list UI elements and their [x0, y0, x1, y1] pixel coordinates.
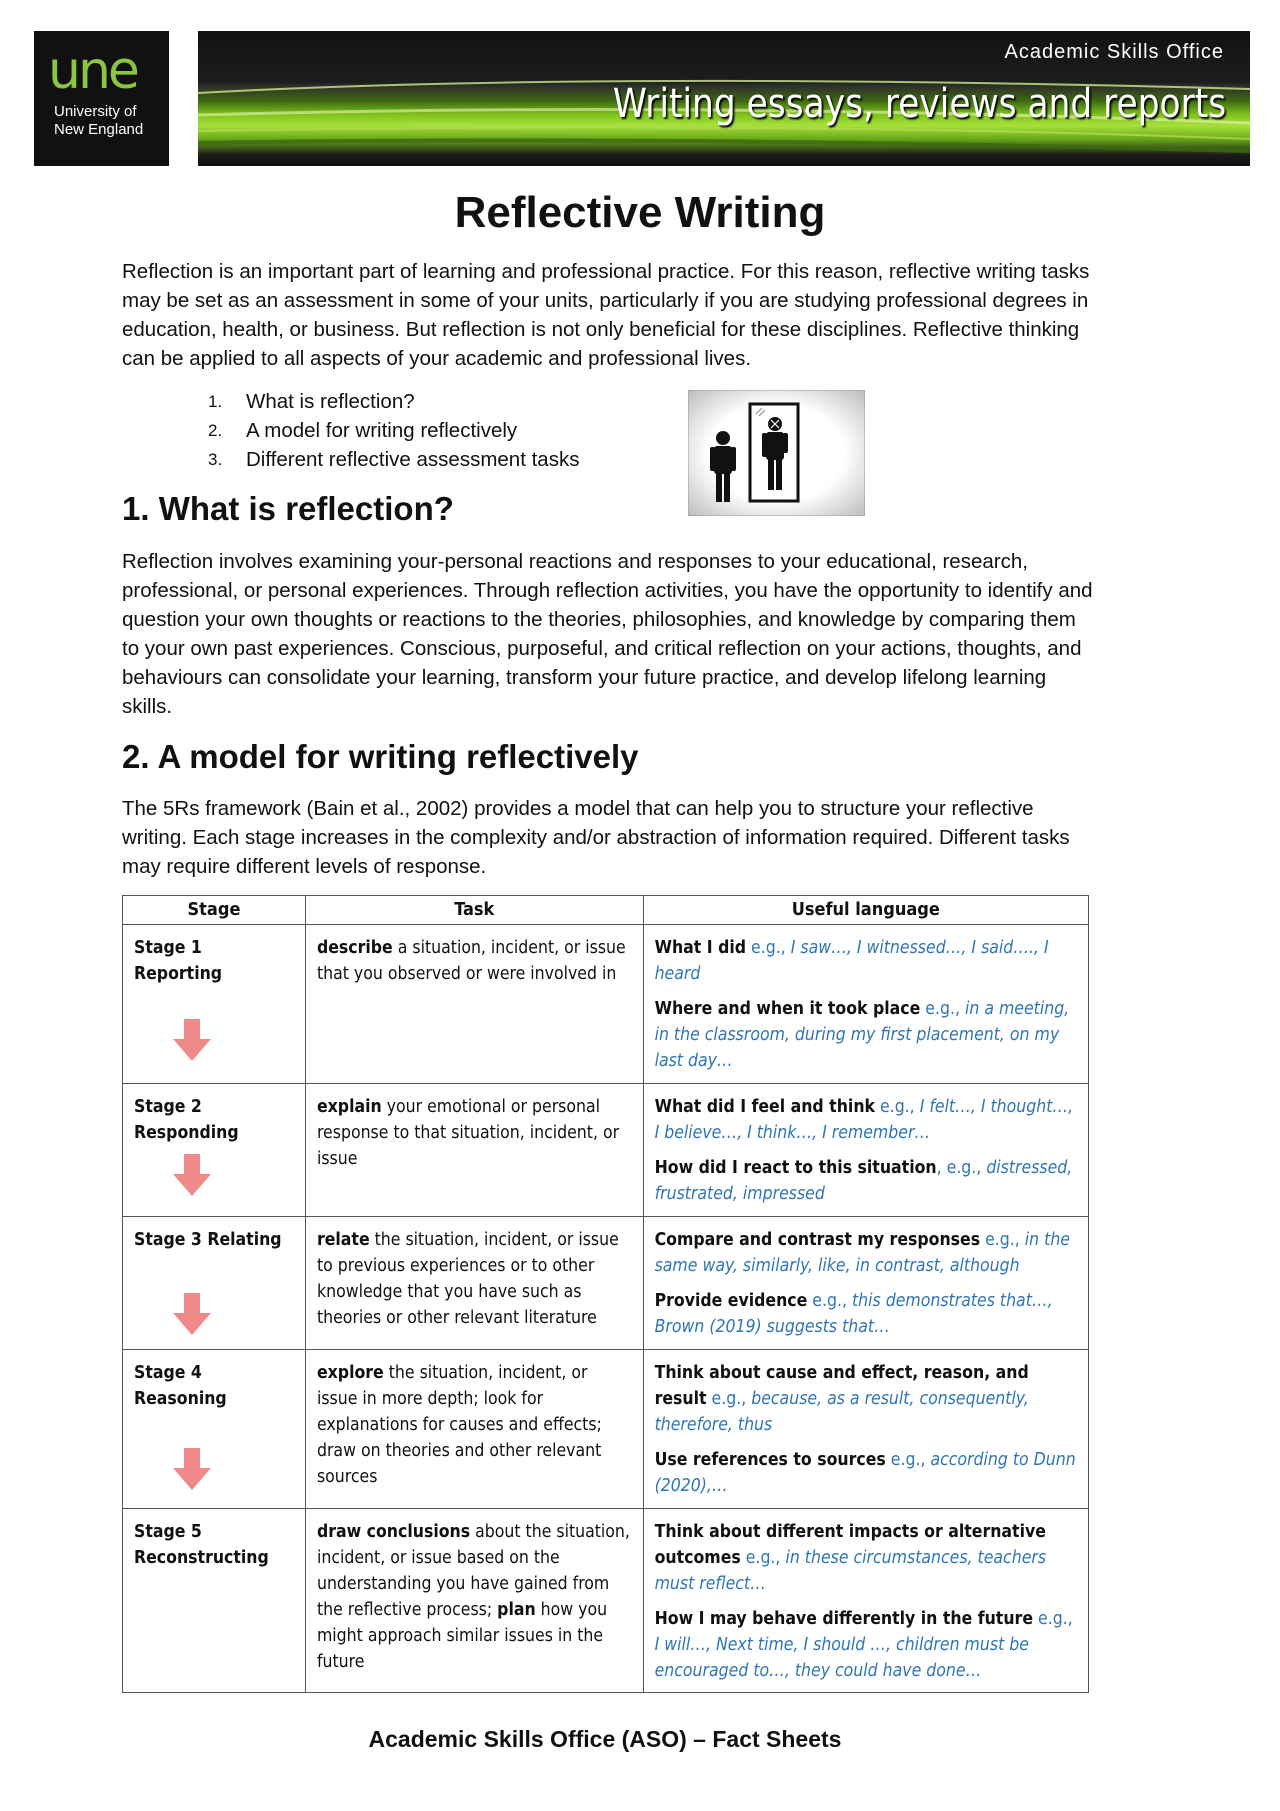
task-verb: explore — [316, 1363, 384, 1383]
stage-label: Stage 4 Reasoning — [134, 1363, 227, 1409]
5rs-framework-table — [122, 895, 1089, 1693]
task-cell — [305, 1509, 643, 1693]
une-logo — [34, 31, 169, 166]
table-row — [123, 925, 1089, 1084]
column-header-useful-language: Useful language — [643, 896, 1088, 925]
stage-label: Stage 3 Relating — [134, 1230, 282, 1250]
language-prompt: Compare and contrast my responses — [654, 1230, 981, 1250]
language-cell — [643, 1509, 1088, 1693]
task-text: your emotional or personal response to that situation, incident, or issue — [316, 1097, 620, 1169]
reflection-paragraph: Reflection involves examining your-personal reactions and responses to your educational, research, professional, or personal experiences. Through reflection activities, you have the opportunity to identify and question your own thoughts or reactions to the theories, philosophies, and knowledge by comparing them to your own past experiences. Conscious, purposeful, and critical reflection on your actions, thoughts, and behaviours can consolidate your learning, transform your future practice, and develop lifelong learning skills. — [122, 550, 1093, 718]
eg-marker: e.g., — [706, 1389, 752, 1409]
language-prompt: Use references to sources — [654, 1450, 886, 1470]
stage-cell — [123, 1217, 306, 1350]
language-prompt: How did I react to this situation — [654, 1158, 937, 1178]
page-footer: Academic Skills Office (ASO) – Fact Sheets — [368, 1726, 842, 1752]
language-examples: I felt…, I thought…, I believe…, I think…, I remember… — [654, 1097, 1074, 1143]
section-heading-what-is-reflection: 1. What is reflection? — [122, 490, 454, 527]
down-arrow-icon — [173, 1293, 211, 1335]
task-cell — [305, 1350, 643, 1509]
table-row — [123, 1350, 1089, 1509]
list-label: What is reflection? — [246, 390, 415, 413]
language-prompt: Provide evidence — [654, 1291, 808, 1311]
task-text: about the situation, incident, or issue based on the understanding you have gained from the reflective process; — [316, 1522, 630, 1620]
task-text: how you might approach similar issues in the future — [316, 1600, 608, 1672]
banner-title: Writing essays, reviews and reports — [612, 81, 1226, 127]
model-paragraph: The 5Rs framework (Bain et al., 2002) provides a model that can help you to structure your reflective writing. Each stage increases in the complexity and/or abstraction of information required. Different tasks may require different levels of response. — [122, 797, 1070, 878]
eg-marker: e.g., — [1033, 1609, 1073, 1629]
mirror-reflection-illustration — [688, 390, 865, 516]
logo-line-1: University of — [54, 103, 137, 120]
list-number: 1. — [208, 392, 223, 411]
stage-label: Stage 2 Responding — [134, 1097, 239, 1143]
language-prompt: What I did — [654, 938, 747, 958]
column-header-stage: Stage — [123, 896, 306, 925]
language-item — [655, 1155, 1078, 1207]
eg-marker: e.g., — [740, 1548, 786, 1568]
language-item — [655, 1360, 1078, 1438]
table-header-row — [123, 896, 1089, 925]
language-examples: this demonstrates that…, Brown (2019) suggests that… — [654, 1291, 1053, 1337]
stage-cell — [123, 925, 306, 1084]
task-verb: describe — [316, 938, 393, 958]
list-label: Different reflective assessment tasks — [246, 448, 580, 471]
language-examples: distressed, frustrated, impressed — [654, 1158, 1073, 1204]
task-verb: draw conclusions — [316, 1522, 471, 1542]
language-cell — [643, 1350, 1088, 1509]
task-verb: explain — [316, 1097, 382, 1117]
task-text: the situation, incident, or issue in more depth; look for explanations for causes and effects; draw on theories and other relevant sources — [316, 1363, 602, 1487]
table-row — [123, 1084, 1089, 1217]
task-verb: relate — [316, 1230, 370, 1250]
language-item — [655, 1288, 1078, 1340]
language-item — [655, 1519, 1078, 1597]
stage-label: Stage 5 Reconstructing — [134, 1522, 269, 1568]
language-item — [655, 935, 1078, 987]
task-text: the situation, incident, or issue to previous experiences or to other knowledge that you have such as theories or other relevant literature — [316, 1230, 619, 1328]
down-arrow-icon — [173, 1154, 211, 1196]
language-prompt: What did I feel and think — [654, 1097, 875, 1117]
language-examples: in a meeting, in the classroom, during my first placement, on my last day… — [654, 999, 1070, 1071]
task-cell — [305, 925, 643, 1084]
list-number: 3. — [208, 450, 223, 469]
task-cell — [305, 1084, 643, 1217]
list-item — [208, 416, 579, 445]
list-number: 2. — [208, 421, 223, 440]
stage-cell — [123, 1509, 306, 1693]
stage-cell — [123, 1084, 306, 1217]
language-item — [655, 1094, 1078, 1146]
language-item — [655, 1447, 1078, 1499]
language-examples: because, as a result, consequently, therefore, thus — [654, 1389, 1029, 1435]
eg-marker: e.g., — [746, 938, 791, 958]
contents-list — [208, 387, 579, 474]
eg-marker: e.g., — [920, 999, 965, 1019]
stage-cell — [123, 1350, 306, 1509]
language-examples: I will…, Next time, I should …, children must be encouraged to…, they could have done… — [654, 1635, 1029, 1681]
list-label: A model for writing reflectively — [246, 419, 518, 442]
language-prompt: Where and when it took place — [654, 999, 921, 1019]
eg-marker: e.g., — [807, 1291, 852, 1311]
task-text: a situation, incident, or issue that you observed or were involved in — [316, 938, 626, 984]
list-item — [208, 445, 579, 474]
language-item — [655, 996, 1078, 1074]
column-header-task: Task — [305, 896, 643, 925]
down-arrow-icon — [173, 1448, 211, 1490]
banner-office-label: Academic Skills Office — [1004, 41, 1224, 63]
language-prompt: Think about cause and effect, reason, and result — [654, 1363, 1029, 1409]
language-prompt: Think about different impacts or alternative outcomes — [654, 1522, 1046, 1568]
language-item — [655, 1606, 1078, 1684]
down-arrow-icon — [173, 1019, 211, 1061]
eg-marker: e.g., — [875, 1097, 920, 1117]
stage-label: Stage 1 Reporting — [134, 938, 223, 984]
task-verb: plan — [497, 1600, 536, 1620]
language-examples: I saw…, I witnessed…, I said…., I heard — [654, 938, 1049, 984]
eg-marker: , e.g., — [936, 1158, 987, 1178]
language-cell — [643, 1217, 1088, 1350]
language-examples: in the same way, similarly, like, in contrast, although — [654, 1230, 1070, 1276]
section-heading-model: 2. A model for writing reflectively — [122, 738, 639, 775]
logo-line-2: New England — [54, 121, 144, 138]
eg-marker: e.g., — [885, 1450, 931, 1470]
language-cell — [643, 925, 1088, 1084]
eg-marker: e.g., — [980, 1230, 1025, 1250]
language-prompt: How I may behave differently in the future — [654, 1609, 1033, 1629]
table-row — [123, 1217, 1089, 1350]
list-item — [208, 387, 579, 416]
language-cell — [643, 1084, 1088, 1217]
logo-mark: une — [48, 41, 137, 101]
language-item — [655, 1227, 1078, 1279]
page-title: Reflective Writing — [454, 188, 826, 237]
language-examples: in these circumstances, teachers must reflect… — [654, 1548, 1047, 1594]
table-row — [123, 1509, 1089, 1693]
language-examples: according to Dunn (2020),… — [654, 1450, 1076, 1496]
header-banner — [198, 31, 1250, 166]
intro-paragraph: Reflection is an important part of learning and professional practice. For this reason, reflective writing tasks may be set as an assessment in some of your units, particularly if you are studying professional degrees in education, health, or business. But reflection is not only beneficial for these disciplines. Reflective thinking can be applied to all aspects of your academic and professional lives. — [122, 260, 1090, 370]
task-cell — [305, 1217, 643, 1350]
